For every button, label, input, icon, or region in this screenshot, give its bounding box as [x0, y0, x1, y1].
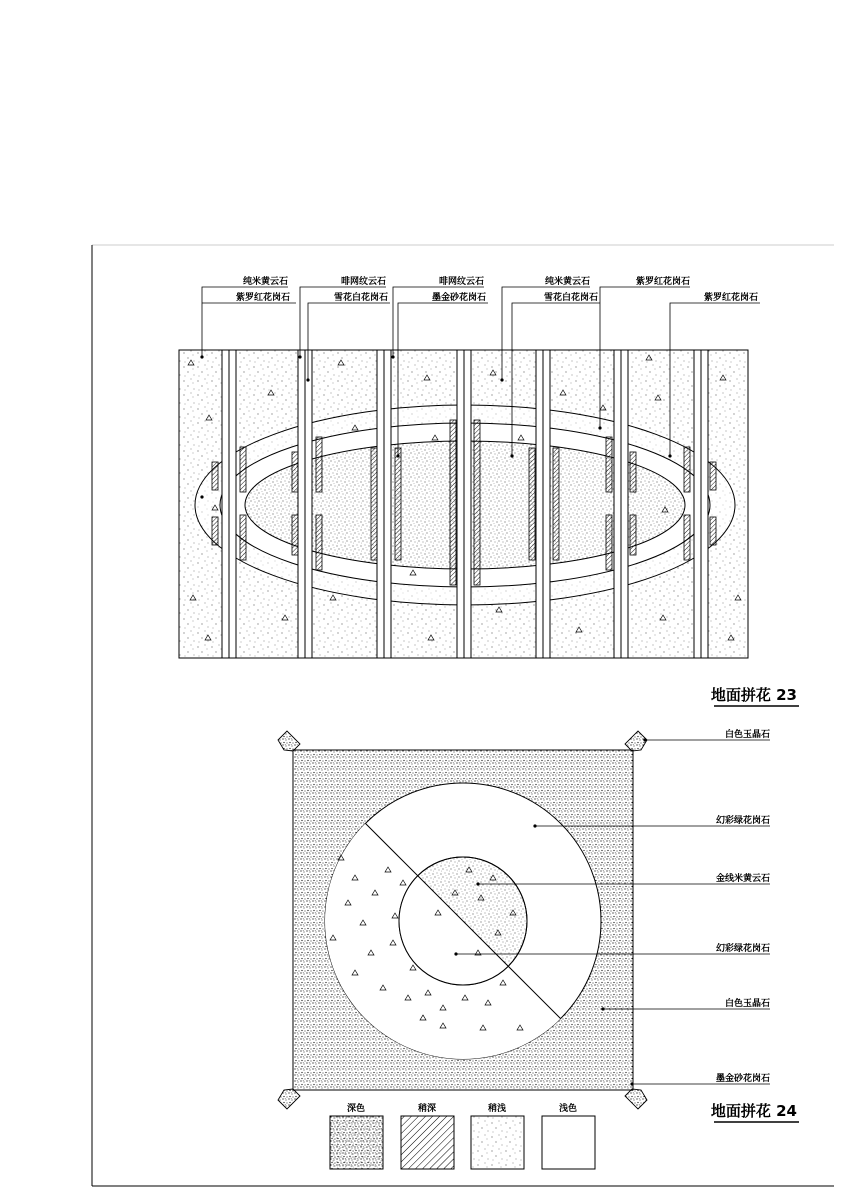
material-legend [330, 1102, 595, 1169]
floor-pattern-24 [278, 728, 799, 1122]
pattern-23-title: 地面拼花 23 [710, 686, 797, 704]
label-24-3: 金线米黄云石 [715, 874, 770, 884]
label-24-6: 墨金砂花岗石 [715, 1074, 770, 1084]
legend-swatch-slightly-light [471, 1116, 524, 1169]
legend-label-dark: 深色 [346, 1104, 366, 1114]
legend-label-slightly-light: 稍浅 [487, 1104, 507, 1114]
legend-label-light: 浅色 [558, 1104, 578, 1114]
legend-swatch-slightly-dark [401, 1116, 454, 1169]
label-23-top-3: 啡网纹云石 [438, 277, 484, 287]
label-23-top-2: 啡网纹云石 [340, 277, 386, 287]
pattern-24-title: 地面拼花 24 [710, 1102, 797, 1120]
label-23-second-2: 雪花白花岗石 [333, 293, 388, 303]
label-24-1: 白色玉晶石 [724, 730, 770, 740]
label-23-second-3: 墨金砂花岗石 [431, 293, 486, 303]
label-23-second-4: 雪花白花岗石 [543, 293, 598, 303]
legend-label-slightly-dark: 稍深 [417, 1104, 437, 1114]
label-23-second-1: 紫罗红花岗石 [235, 293, 290, 303]
label-23-top-4: 纯米黄云石 [544, 277, 590, 287]
label-24-5: 白色玉晶石 [724, 999, 770, 1009]
label-24-2: 幻彩绿花岗石 [715, 816, 770, 826]
floor-pattern-23 [179, 275, 799, 706]
label-23-top-5: 紫罗红花岗石 [635, 277, 690, 287]
legend-swatch-light [542, 1116, 595, 1169]
label-23-top-1: 纯米黄云石 [242, 277, 288, 287]
label-24-4: 幻彩绿花岗石 [715, 944, 770, 954]
label-23-second-5: 紫罗红花岗石 [703, 293, 758, 303]
